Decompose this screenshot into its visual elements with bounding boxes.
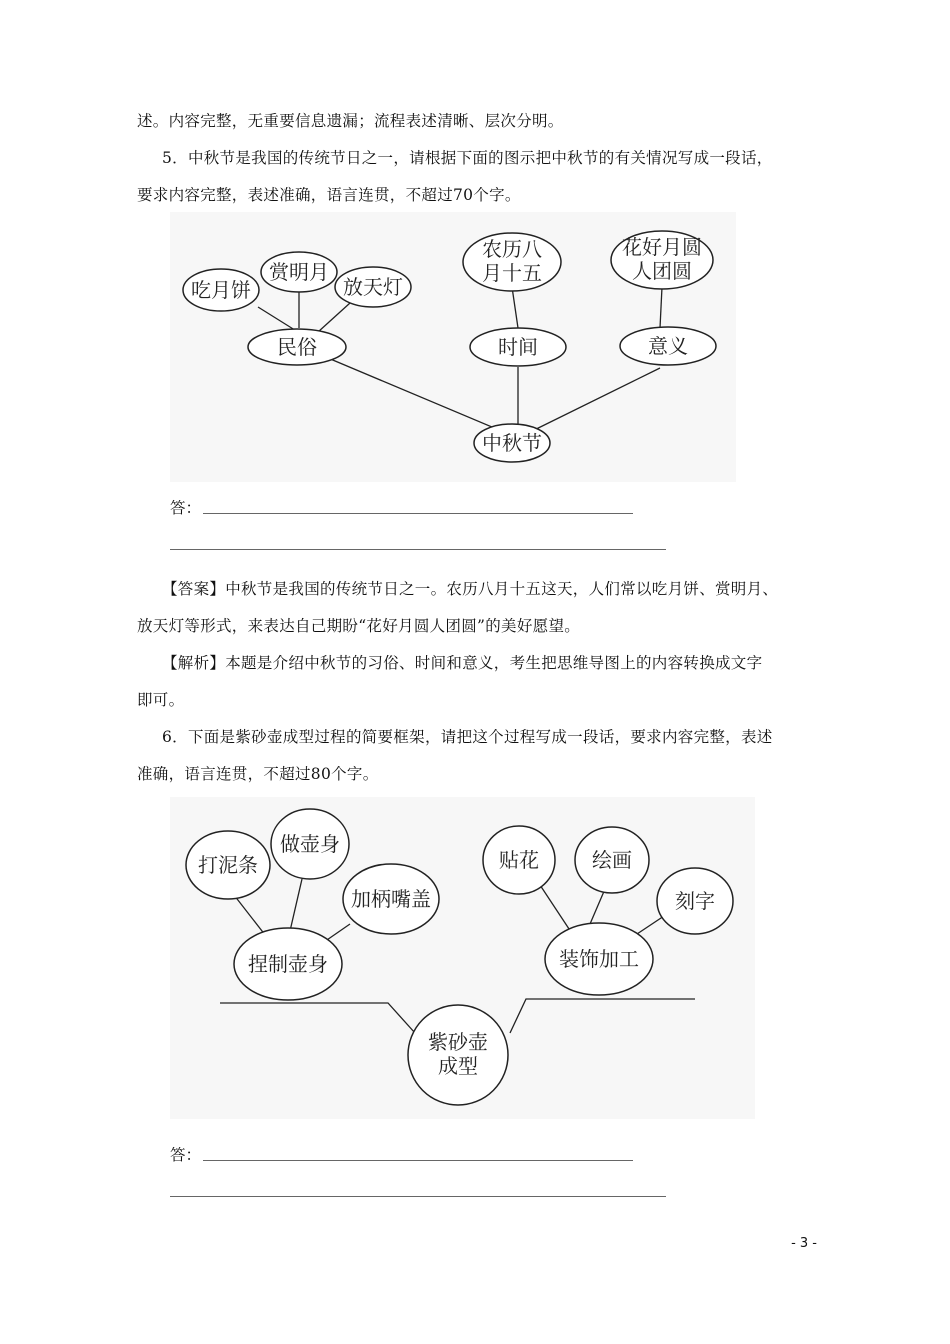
label-decor: 装饰加工 [559, 947, 639, 971]
label-lantern: 放天灯 [343, 275, 403, 299]
answer-label-6: 答： [170, 1146, 202, 1164]
label-eat: 吃月饼 [191, 278, 251, 302]
label-center: 中秋节 [482, 431, 542, 455]
label-body: 做壶身 [280, 832, 340, 856]
question-5-line-2: 要求内容完整，表述准确，语言连贯，不超过70个字。 [137, 186, 521, 204]
mid-autumn-diagram [170, 212, 736, 482]
label-applique: 贴花 [499, 848, 539, 872]
label-customs: 民俗 [277, 335, 317, 359]
label-strip: 打泥条 [198, 853, 258, 877]
answer-line-2: 放天灯等形式，来表达自己期盼“花好月圆人团圆”的美好愿望。 [137, 617, 581, 635]
label-wish-2: 人团圆 [632, 259, 692, 283]
label-wish-1: 花好月圆 [622, 235, 702, 259]
label-meaning: 意义 [648, 334, 688, 358]
label-paint: 绘画 [592, 848, 632, 872]
analysis-line-2: 即可。 [137, 691, 185, 709]
label-shaping: 捏制壶身 [248, 952, 328, 976]
answer-label-5: 答： [170, 499, 202, 517]
answer-line-5b[interactable] [170, 549, 666, 550]
label-date-2: 月十五 [482, 261, 542, 285]
label-carve: 刻字 [675, 889, 715, 913]
question-5-line-1: 5．中秋节是我国的传统节日之一，请根据下面的图示把中秋节的有关情况写成一段话， [162, 149, 773, 167]
label-date-1: 农历八 [482, 237, 542, 261]
page-number: - 3 - [791, 1236, 817, 1251]
answer-line-6b[interactable] [170, 1196, 666, 1197]
text-line-1: 述。内容完整，无重要信息遗漏；流程表述清晰、层次分明。 [137, 112, 564, 130]
label-handle: 加柄嘴盖 [351, 887, 431, 911]
answer-line-6a[interactable] [203, 1160, 633, 1161]
label-time: 时间 [498, 335, 538, 359]
analysis-line-1: 【解析】本题是介绍中秋节的习俗、时间和意义，考生把思维导图上的内容转换成文字 [162, 654, 763, 672]
question-6-line-2: 准确，语言连贯，不超过80个字。 [137, 765, 379, 783]
label-center-1: 紫砂壶 [428, 1030, 488, 1054]
answer-line-1: 【答案】中秋节是我国的传统节日之一。农历八月十五这天，人们常以吃月饼、赏明月、 [162, 580, 779, 598]
question-6-line-1: 6．下面是紫砂壶成型过程的简要框架，请把这个过程写成一段话，要求内容完整，表述 [162, 728, 773, 746]
answer-line-5a[interactable] [203, 513, 633, 514]
zisha-teapot-diagram [170, 797, 755, 1119]
label-center-2: 成型 [438, 1054, 478, 1078]
label-moon: 赏明月 [269, 260, 329, 284]
